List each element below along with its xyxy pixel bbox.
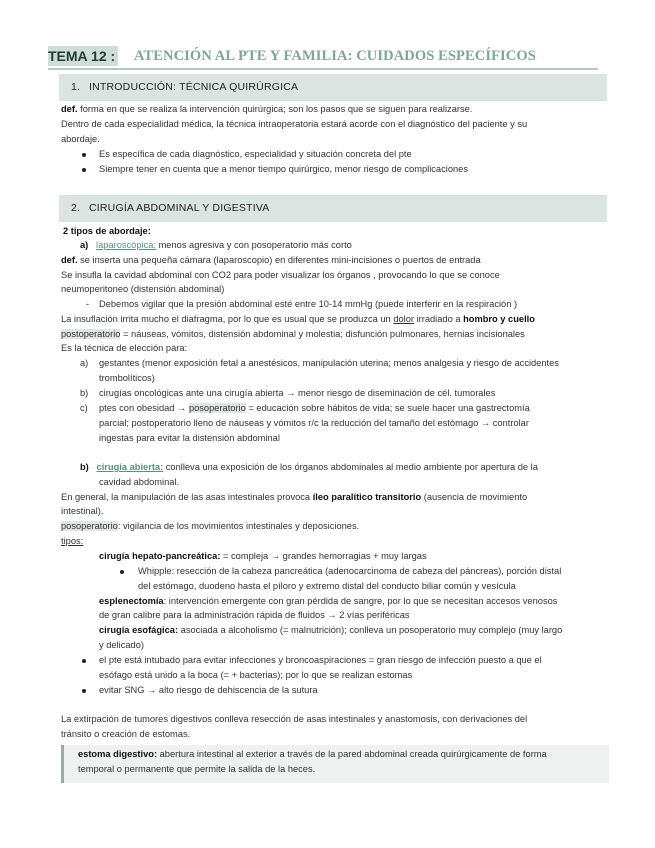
approach-b-cont: cavidad abdominal. bbox=[99, 477, 180, 487]
s2-line bbox=[61, 491, 527, 503]
s1-paragraph: Dentro de cada especialidad médica, la técnica intraoperatoria estará acorde con el diagnóstico del paciente y su bbox=[61, 119, 528, 129]
whipple-line: Whipple: resección de la cabeza pancreática (adenocarcinoma de cabeza del páncreas), porción distal bbox=[138, 566, 562, 576]
text-segment: En general, la manipulación de las asas intestinales provoca bbox=[61, 492, 313, 502]
section-2-number: 2. bbox=[71, 202, 81, 214]
term: cirugía esofágica: bbox=[99, 625, 179, 635]
open-surgery-term: cirugía abierta: bbox=[96, 462, 164, 472]
approach-a bbox=[80, 239, 352, 251]
list-label: c) bbox=[80, 403, 88, 413]
approach-a-text: menos agresiva y con posoperatorio más corto bbox=[155, 240, 352, 250]
s2-definition bbox=[61, 254, 481, 266]
term: esplenectomía bbox=[99, 596, 164, 606]
types-heading: tipos: bbox=[61, 536, 84, 546]
page-title-bar bbox=[48, 46, 598, 70]
s2-list-c bbox=[99, 402, 530, 414]
bullet-icon bbox=[82, 659, 86, 663]
whipple-line-cont: del estómago, duodeno hasta el píloro y extremo distal del conducto biliar común y vesícula bbox=[138, 581, 516, 591]
splenectomy bbox=[99, 595, 557, 607]
s2-line bbox=[61, 520, 359, 532]
bullet-icon bbox=[82, 168, 86, 172]
def-text: se inserta una pequeña cámara (laparoscopio) en diferentes mini-incisiones o puertos de entrada bbox=[77, 255, 481, 265]
term: cirugía hepato-pancreática: bbox=[99, 551, 221, 561]
topic-number: TEMA 12 : bbox=[48, 46, 118, 66]
s2-line bbox=[61, 313, 535, 325]
text-segment: irradiado a bbox=[414, 314, 464, 324]
s2-list-c-cont: parcial; postoperatorio lleno de náuseas y vómitos r/c la reducción del tamaño del estómago → controlar bbox=[99, 418, 529, 428]
page-title: ATENCIÓN AL PTE Y FAMILIA: CUIDADOS ESPECÍFICOS bbox=[134, 48, 536, 64]
approach-b-text: conlleva una exposición de los órganos abdominales al medio ambiente por apertura de la bbox=[163, 462, 538, 472]
text-segment: íleo paralítico transitorio bbox=[312, 492, 422, 502]
section-1-heading bbox=[59, 74, 607, 101]
s2-bullet: evitar SNG → alto riesgo de dehiscencia de la sutura bbox=[99, 685, 318, 695]
text-segment: (ausencia de movimiento bbox=[421, 492, 528, 502]
s2-list-c-cont: ingestas para evitar la distensión abdominal bbox=[99, 433, 280, 443]
def-label: def. bbox=[61, 104, 78, 114]
def-label: def. bbox=[61, 255, 78, 265]
posoperatorio-tag: posoperatorio bbox=[188, 403, 246, 413]
text-segment: : vigilancia de los movimientos intestinales y deposiciones. bbox=[117, 521, 360, 531]
text-segment: abertura intestinal al exterior a través de la pared abdominal creada quirúrgicamente de forma bbox=[157, 749, 547, 759]
text-segment: asociada a alcoholismo (= malnutrición); conlleva un posoperatorio muy complejo (muy largo bbox=[178, 625, 563, 635]
section-1-number: 1. bbox=[71, 81, 81, 93]
def-text: forma en que se realiza la intervención quirúrgica; son los pasos que se siguen para realizarse. bbox=[80, 104, 473, 114]
s2-list-a-cont: trombolíticos) bbox=[99, 373, 155, 383]
s2-dash-item: Debemos vigilar que la presión abdominal esté entre 10-14 mmHg (puede interferir en la respiración ) bbox=[99, 299, 518, 309]
esophageal bbox=[99, 624, 562, 636]
s2-bullet-cont: esófago está unido a la boca (= + bacterias); por lo que se realizan estomas bbox=[99, 670, 413, 680]
term: estoma digestivo: bbox=[78, 749, 158, 759]
section-1-title: INTRODUCCIÓN: TÉCNICA QUIRÚRGICA bbox=[89, 81, 299, 93]
item-label: b) bbox=[80, 462, 89, 472]
esophageal-cont: y delicado) bbox=[99, 640, 144, 650]
s2-line: intestinal). bbox=[61, 506, 104, 516]
approach-types-heading: 2 tipos de abordaje: bbox=[63, 226, 151, 236]
s2-line: La extirpación de tumores digestivos conlleva resección de asas intestinales y anastomosis, con derivaciones del bbox=[61, 714, 528, 724]
section-2-title: CIRUGÍA ABDOMINAL Y DIGESTIVA bbox=[89, 202, 270, 214]
text-segment: = educación sobre hábitos de vida; se suele hacer una gastrectomía bbox=[245, 403, 530, 413]
splenectomy-cont: de gran calibre para la administración rápida de fluidos → 2 vías periféricas bbox=[99, 610, 410, 620]
s2-bullet: el pte está intubado para evitar infecciones y broncoaspiraciones = gran riesgo de infección puesto a que el bbox=[99, 655, 542, 665]
laparoscopic-term: laparoscópica: bbox=[96, 240, 156, 250]
text-segment: hombro y cuello bbox=[463, 314, 535, 324]
text-segment: La insuflación irrita mucho el diafragma, por lo que es usual que se produzca un bbox=[61, 314, 394, 324]
s2-line: Se insufla la cavidad abdominal con CO2 para poder visualizar los órganos , provocando lo que se conoce bbox=[61, 270, 500, 280]
s1-bullet-1: Es específica de cada diagnóstico, especialidad y situación concreta del pte bbox=[99, 149, 412, 159]
approach-b bbox=[80, 461, 538, 473]
s1-paragraph-cont: abordaje. bbox=[61, 134, 100, 144]
postoperatorio-tag: postoperatorio bbox=[61, 329, 121, 339]
dash-icon: - bbox=[86, 299, 90, 309]
text-segment: ptes con obesidad → bbox=[99, 403, 189, 413]
stoma-callout bbox=[61, 745, 609, 783]
s1-definition bbox=[61, 103, 472, 115]
list-label: a) bbox=[80, 358, 89, 368]
hepato-pancreatic bbox=[99, 550, 427, 562]
item-label: a) bbox=[80, 240, 89, 250]
text-segment: : intervención emergente con gran pérdida de sangre, por lo que se necesitan accesos venosos bbox=[163, 596, 558, 606]
s2-list-b: cirugías oncológicas ante una cirugía abierta → menor riesgo de diseminación de cél. tumorales bbox=[99, 388, 496, 398]
text-segment: dolor bbox=[393, 314, 414, 324]
text-segment: = compleja → grandes hemorragias + muy largas bbox=[220, 551, 427, 561]
s2-line: tránsito o creación de estomas. bbox=[61, 729, 191, 739]
list-label: b) bbox=[80, 388, 89, 398]
s2-line: Es la técnica de elección para: bbox=[61, 343, 188, 353]
text-segment: = náuseas, vómitos, distensión abdominal y molestia; disfunción pulmonares, hernias incisionales bbox=[120, 329, 525, 339]
bullet-icon bbox=[82, 153, 86, 157]
s1-bullet-2: Siempre tener en cuenta que a menor tiempo quirúrgico, menor riesgo de complicaciones bbox=[99, 164, 468, 174]
posoperatorio-tag: posoperatorio bbox=[61, 521, 118, 531]
callout-line bbox=[78, 748, 547, 760]
bullet-icon bbox=[82, 689, 86, 693]
section-2-heading bbox=[59, 195, 607, 222]
bullet-icon bbox=[120, 570, 124, 574]
s2-line bbox=[61, 328, 525, 340]
s2-line: neumoperitoneo (distensión abdominal) bbox=[61, 284, 225, 294]
s2-list-a: gestantes (menor exposición fetal a anestésicos, manipulación uterina; menos analgesia y riesgo de accidentes bbox=[99, 358, 559, 368]
callout-line-cont: temporal o permanente que permite la salida de la heces. bbox=[78, 764, 316, 774]
